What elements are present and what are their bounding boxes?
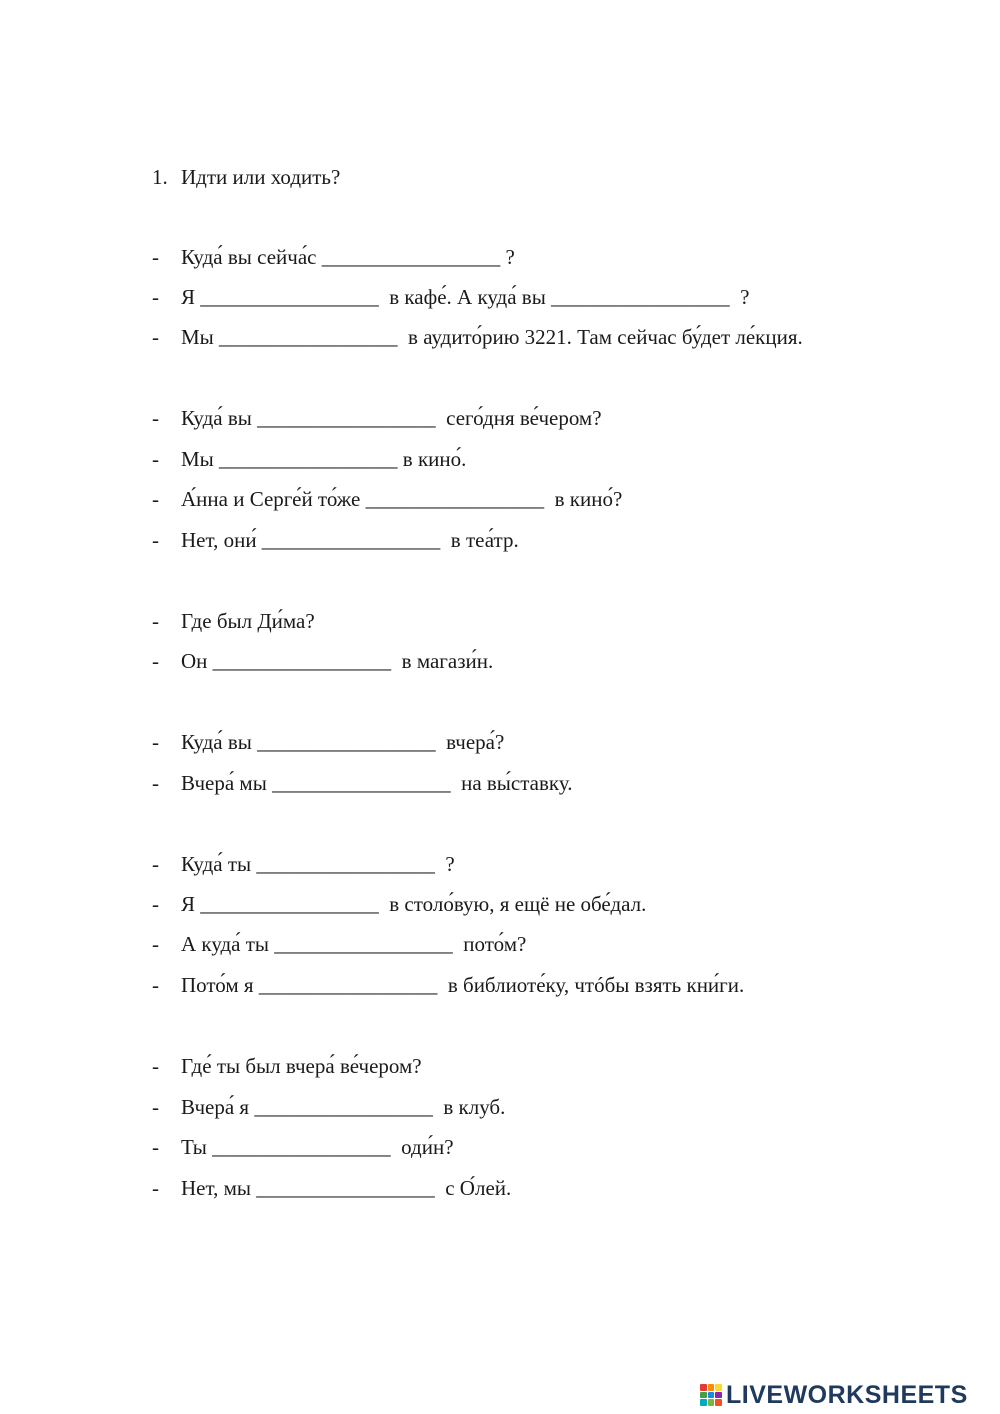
sentence-text: Вчера́ мы _________________ на вы́ставку. [181, 771, 573, 795]
sentence-line [152, 486, 622, 512]
list-dash: - [152, 973, 159, 997]
sentence-line [152, 931, 526, 957]
sentence-line [152, 405, 602, 431]
sentence-text: Мы _________________ в кино́. [181, 447, 467, 471]
sentence-line [152, 1094, 505, 1120]
list-dash: - [152, 609, 159, 633]
list-dash: - [152, 1135, 159, 1159]
sentence-line [152, 1053, 422, 1079]
list-dash: - [152, 730, 159, 754]
sentence-text: А́нна и Серге́й то́же _________________ в кино́? [181, 487, 623, 511]
sentence-text: Куда́ вы _________________ вчера́? [181, 730, 505, 754]
sentence-text: Мы _________________ в аудито́рию 3221. Там сейчас бу́дет ле́кция. [181, 325, 803, 349]
list-dash: - [152, 852, 159, 876]
logo-cell [715, 1384, 722, 1391]
logo-cell [700, 1399, 707, 1406]
logo-cell [700, 1384, 707, 1391]
sentence-line [152, 648, 493, 674]
sentence-text: Нет, мы _________________ с О́лей. [181, 1176, 512, 1200]
sentence-text: Он _________________ в магази́н. [181, 649, 494, 673]
list-dash: - [152, 1095, 159, 1119]
list-dash: - [152, 325, 159, 349]
list-dash: - [152, 487, 159, 511]
sentence-line [152, 972, 744, 998]
sentence-text: Где́ ты был вчера́ ве́чером? [181, 1054, 422, 1078]
sentence-line [152, 244, 515, 270]
sentence-line [152, 851, 455, 877]
list-dash: - [152, 649, 159, 673]
list-dash: - [152, 285, 159, 309]
logo-cell [708, 1392, 715, 1399]
exercise-number: 1. [152, 165, 168, 189]
sentence-text: Куда́ ты _________________ ? [181, 852, 455, 876]
exercise-title [152, 164, 340, 190]
sentence-text: Нет, они́ _________________ в теа́тр. [181, 528, 519, 552]
sentence-text: Я _________________ в кафе́. А куда́ вы _________________ ? [181, 285, 750, 309]
list-dash: - [152, 528, 159, 552]
logo-cell [715, 1392, 722, 1399]
sentence-text: Я _________________ в столо́вую, я ещё не обе́дал. [181, 892, 647, 916]
list-dash: - [152, 892, 159, 916]
sentence-line [152, 446, 466, 472]
list-dash: - [152, 771, 159, 795]
list-dash: - [152, 1054, 159, 1078]
list-dash: - [152, 447, 159, 471]
sentence-text: Вчера́ я _________________ в клуб. [181, 1095, 506, 1119]
sentence-text: Куда́ вы _________________ сего́дня ве́чером? [181, 406, 602, 430]
sentence-line [152, 324, 803, 350]
sentence-line [152, 770, 572, 796]
sentence-line [152, 729, 504, 755]
logo-cell [708, 1399, 715, 1406]
brand-name: LIVEWORKSHEETS [726, 1380, 968, 1409]
sentence-line [152, 527, 519, 553]
sentence-text: Где был Ди́ма? [181, 609, 315, 633]
sentence-line [152, 1175, 511, 1201]
list-dash: - [152, 406, 159, 430]
list-dash: - [152, 1176, 159, 1200]
logo-cell [708, 1384, 715, 1391]
sentence-line [152, 284, 749, 310]
sentence-text: А куда́ ты _________________ пото́м? [181, 932, 527, 956]
sentence-text: Ты _________________ оди́н? [181, 1135, 454, 1159]
logo-cell [715, 1399, 722, 1406]
sentence-line [152, 608, 315, 634]
logo-cell [700, 1392, 707, 1399]
list-dash: - [152, 245, 159, 269]
list-dash: - [152, 932, 159, 956]
liveworksheets-logo-icon [700, 1384, 722, 1406]
sentence-line [152, 891, 646, 917]
exercise-title-text: Идти или ходить? [181, 165, 341, 189]
sentence-text: Пото́м я _________________ в библиоте́ку, чтóбы взять кни́ги. [181, 973, 745, 997]
sentence-text: Куда́ вы сейча́с _________________ ? [181, 245, 515, 269]
sentence-line [152, 1134, 454, 1160]
liveworksheets-brand [700, 1382, 968, 1408]
